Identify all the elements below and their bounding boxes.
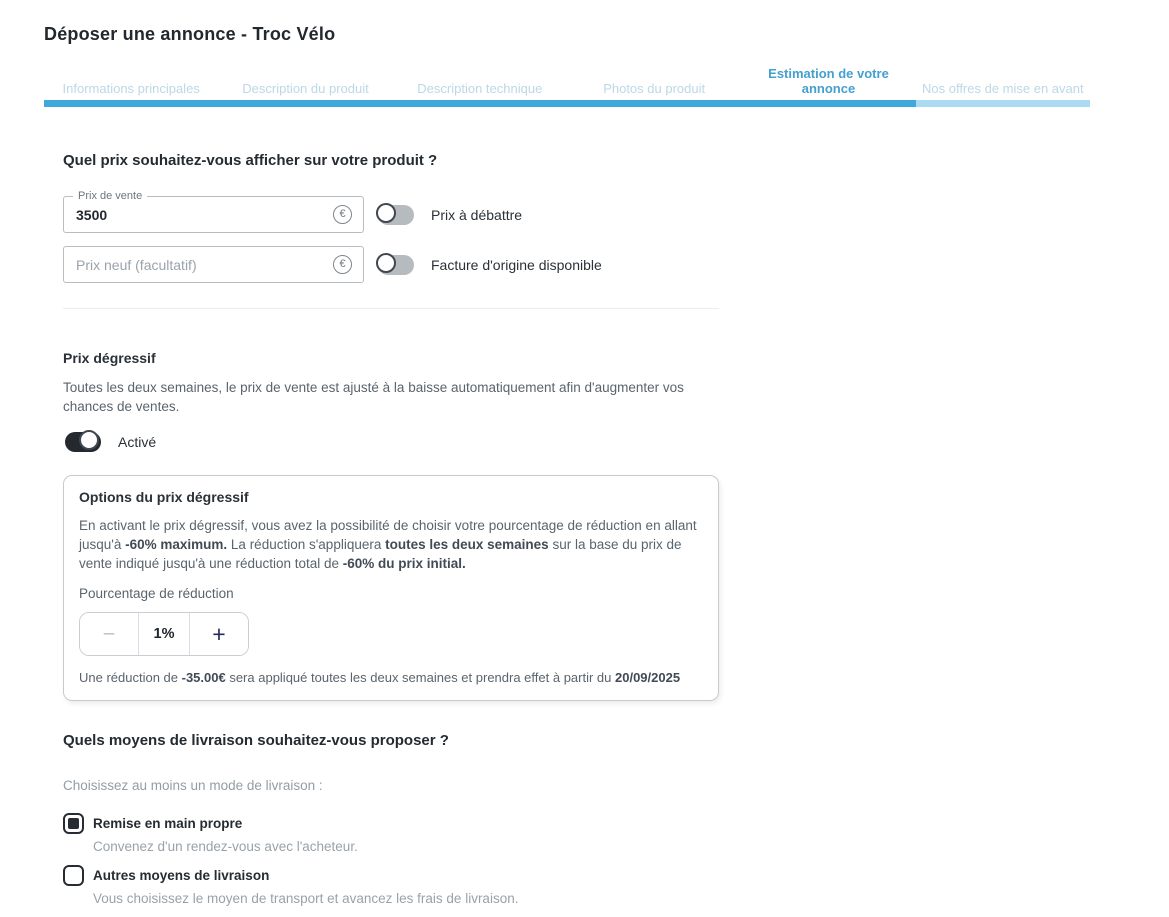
- percentage-stepper: [79, 612, 249, 656]
- degressive-toggle-label: Activé: [118, 434, 157, 450]
- degressive-toggle-row: [63, 430, 723, 454]
- other-means-label: Autres moyens de livraison: [93, 868, 270, 883]
- progress-bar: [44, 100, 1090, 107]
- toggle-thumb: [376, 253, 396, 273]
- toggle-thumb: [376, 203, 396, 223]
- tab-bar: [44, 66, 1090, 96]
- tab-informations-principales[interactable]: Informations principales: [62, 81, 200, 96]
- stepper-decrease-button[interactable]: –: [80, 613, 138, 655]
- tab-photos-du-produit[interactable]: Photos du produit: [603, 81, 706, 96]
- sale-price-row: [63, 190, 723, 233]
- new-price-row: [63, 246, 723, 283]
- tab-description-technique[interactable]: Description technique: [417, 81, 543, 96]
- degressive-price-heading: Prix dégressif: [63, 350, 156, 366]
- main-content: [63, 152, 723, 906]
- stepper-value: 1%: [138, 613, 190, 655]
- sale-price-field: [63, 190, 364, 233]
- hand-delivery-description: Convenez d'un rendez-vous avec l'acheteur.: [93, 839, 358, 854]
- options-box-description: En activant le prix dégressif, vous avez la possibilité de choisir votre pourcentage de réduction en allant jusqu'à -60% maximum. La réduction s'appliquera toutes les deux semaines sur la base du prix de vente indiqué jusqu'à une réduction total de -60% du prix initial.: [79, 518, 697, 571]
- degressive-price-description: Toutes les deux semaines, le prix de vente est ajusté à la baisse automatiquement afin d'augmenter vos chances de ventes.: [63, 380, 684, 414]
- tab-description-du-produit[interactable]: Description du produit: [242, 81, 369, 96]
- new-price-input[interactable]: [64, 247, 333, 282]
- degressive-price-toggle[interactable]: [63, 430, 103, 454]
- original-invoice-label: Facture d'origine disponible: [431, 256, 602, 273]
- price-negotiable-label: Prix à débattre: [431, 206, 523, 223]
- sale-price-input[interactable]: [64, 197, 333, 232]
- tab-estimation-de-votre-annonce[interactable]: Estimation de votre annonce: [768, 66, 889, 96]
- delivery-subheading: Choisissez au moins un mode de livraison :: [63, 778, 323, 793]
- delivery-section-heading: Quels moyens de livraison souhaitez-vous proposer ?: [63, 732, 449, 749]
- sale-price-label: Prix de vente: [73, 190, 147, 202]
- page-title: Déposer une annonce - Troc Vélo: [44, 24, 336, 44]
- reduction-percentage-label: Pourcentage de réduction: [79, 586, 234, 601]
- reduction-note: Une réduction de -35.00€ sera appliqué toutes les deux semaines et prendra effet à partir du 20/09/2025: [79, 670, 681, 685]
- options-box-heading: Options du prix dégressif: [79, 489, 249, 505]
- new-price-field: [63, 246, 364, 283]
- original-invoice-toggle[interactable]: [376, 253, 416, 277]
- hand-delivery-checkbox[interactable]: [63, 813, 84, 834]
- price-negotiable-toggle[interactable]: [376, 203, 416, 227]
- stepper-increase-button[interactable]: +: [190, 613, 248, 655]
- delivery-option-hand-delivery: [63, 813, 723, 854]
- other-means-checkbox[interactable]: [63, 865, 84, 886]
- hand-delivery-label: Remise en main propre: [93, 816, 243, 831]
- euro-circle-icon: €: [333, 255, 352, 274]
- toggle-thumb: [79, 430, 99, 450]
- degressive-options-box: [63, 475, 719, 701]
- tab-nos-offres-de-mise-en-avant[interactable]: Nos offres de mise en avant: [921, 81, 1084, 96]
- price-section-heading: Quel prix souhaitez-vous afficher sur votre produit ?: [63, 152, 438, 169]
- section-divider: [63, 308, 719, 309]
- euro-circle-icon: €: [333, 205, 352, 224]
- other-means-description: Vous choisissez le moyen de transport et avancez les frais de livraison.: [93, 891, 519, 906]
- checkbox-check-mark: [68, 818, 79, 829]
- delivery-option-other-means: [63, 865, 723, 906]
- progress-bar-fill: [44, 100, 916, 107]
